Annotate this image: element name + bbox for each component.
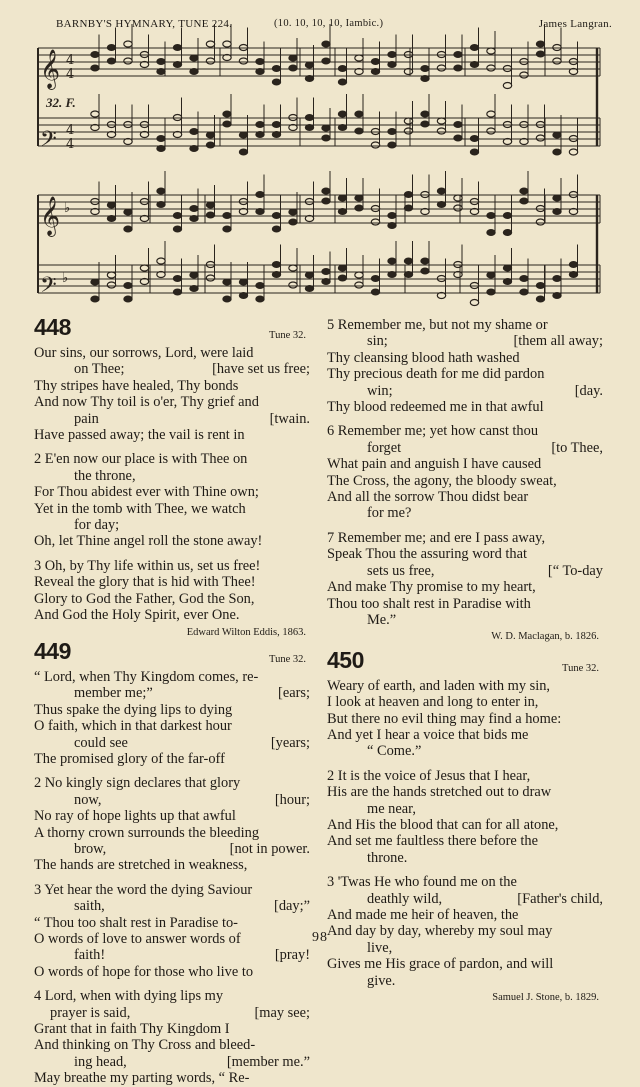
- verse-line: [327, 579, 603, 595]
- svg-text:♭: ♭: [64, 201, 71, 216]
- stanza-gap: [34, 767, 310, 775]
- stanza: [34, 775, 310, 873]
- verse-line: [34, 1037, 310, 1053]
- verse-text: deathly wild,: [367, 890, 443, 907]
- verse-bracket: [pray!: [274, 947, 310, 964]
- verse-text: win;: [367, 382, 393, 399]
- verse-text: brow,: [74, 840, 107, 857]
- verse-text: ing head,: [74, 1053, 127, 1070]
- verse-text: on Thee;: [74, 361, 125, 378]
- verse-text: Thy precious death for me did pardon: [327, 366, 545, 383]
- verse-text: Thy cleansing blood hath washed: [327, 349, 520, 366]
- verse-line: [34, 669, 310, 685]
- verse-line: [34, 947, 310, 963]
- verse-text: 7 Remember me; and ere I pass away,: [327, 529, 546, 546]
- verse-text: pain: [74, 410, 99, 427]
- svg-text:4: 4: [66, 137, 75, 152]
- hymn-author: W. D. Maclagan, b. 1826.: [491, 631, 599, 643]
- verse-line: [34, 718, 310, 734]
- verse-bracket: [may see;: [254, 1004, 310, 1021]
- verse-text: Yet in the tomb with Thee, we watch: [34, 500, 246, 517]
- hymnary-title: BARNBY'S HYMNARY, TUNE 224.: [56, 18, 233, 30]
- verse-text: A thorny crown surrounds the bleeding: [34, 824, 260, 841]
- svg-text:4: 4: [66, 67, 75, 82]
- meter: (10. 10, 10, 10, Iambic.): [274, 18, 384, 29]
- tune-ref: Tune 32.: [562, 662, 599, 674]
- verse-line: [327, 743, 603, 759]
- verse-line: [327, 563, 603, 579]
- stanza-gap: [34, 874, 310, 882]
- verse-text: Thou too shalt rest in Paradise with: [327, 595, 531, 612]
- verse-text: now,: [74, 791, 102, 808]
- verse-line: [327, 727, 603, 743]
- verse-text: Me.”: [367, 611, 397, 628]
- verse-bracket: [Father's child,: [517, 890, 603, 907]
- verse-text: And set me faultless there before the: [327, 833, 538, 850]
- svg-text:𝄢: 𝄢: [40, 127, 57, 157]
- verse-text: O words of hope for those who live to: [34, 963, 254, 980]
- verse-line: [34, 451, 310, 467]
- verse-line: [327, 891, 603, 907]
- tune-ref: Tune 32.: [269, 653, 306, 665]
- svg-text:𝄞: 𝄞: [40, 196, 61, 236]
- verse-line: [327, 350, 603, 366]
- stanza-gap: [34, 980, 310, 988]
- verse-line: [34, 361, 310, 377]
- verse-text: I look at heaven and long to enter in,: [327, 694, 539, 711]
- verse-line: [34, 841, 310, 857]
- verse-line: [34, 533, 310, 549]
- verse-text: Thy stripes have healed, Thy bonds: [34, 377, 239, 394]
- tune-ref: Tune 32.: [269, 330, 306, 341]
- verse-text: And made me heir of heaven, the: [327, 907, 519, 923]
- verse-text: Oh, let Thine angel roll the stone away!: [34, 533, 263, 550]
- verse-text: give.: [367, 972, 396, 989]
- verse-bracket: [twain.: [269, 410, 310, 427]
- verse-text: And all the sorrow Thou didst bear: [327, 489, 529, 506]
- verse-text: 4 Lord, when with dying lips my: [34, 988, 224, 1005]
- verse-text: forget: [367, 439, 402, 456]
- verse-text: His are the hands stretched out to draw: [327, 784, 552, 801]
- verse-text: And day by day, whereby my soul may: [327, 923, 553, 940]
- verse-text: Our sins, our sorrows, Lord, were laid: [34, 345, 254, 361]
- verse-line: [327, 423, 603, 439]
- verse-line: [34, 775, 310, 791]
- verse-text: 2 E'en now our place is with Thee on: [34, 451, 248, 468]
- verse-text: Grant that in faith Thy Kingdom I: [34, 1021, 230, 1038]
- verse-line: [34, 574, 310, 590]
- verse-line: [34, 988, 310, 1004]
- verse-line: [34, 735, 310, 751]
- verse-text: prayer is said,: [50, 1004, 131, 1021]
- verse-bracket: [to Thee,: [551, 439, 603, 456]
- verse-line: [327, 907, 603, 923]
- verse-line: [34, 558, 310, 574]
- hymn-author: Edward Wilton Eddis, 1863.: [186, 626, 306, 638]
- verse-line: [327, 694, 603, 710]
- verse-line: [34, 468, 310, 484]
- verse-line: [34, 484, 310, 500]
- verse-text: But there no evil thing may find a home:: [327, 710, 562, 727]
- verse-line: [327, 612, 603, 628]
- verse-line: [327, 817, 603, 833]
- verse-text: the throne,: [74, 467, 136, 484]
- composer: James Langran.: [538, 18, 612, 30]
- verse-text: The promised glory of the far-off: [34, 750, 225, 767]
- verse-line: [327, 850, 603, 866]
- verse-text: Have passed away; the vail is rent in: [34, 427, 245, 444]
- verse-bracket: [not in power.: [229, 840, 310, 857]
- verse-text: The hands are stretched in weakness,: [34, 857, 248, 874]
- verse-line: [34, 411, 310, 427]
- verse-text: Thy blood redeemed me in that awful: [327, 399, 544, 416]
- stanza: [327, 678, 603, 760]
- verse-line: [327, 784, 603, 800]
- verse-line: [327, 874, 603, 890]
- verse-line: [327, 383, 603, 399]
- stanza-gap: [327, 522, 603, 530]
- verse-line: [34, 1054, 310, 1070]
- verse-text: Reveal the glory that is hid with Thee!: [34, 574, 256, 591]
- verse-text: No ray of hope lights up that awful: [34, 808, 236, 825]
- verse-text: 6 Remember me; yet how canst thou: [327, 423, 539, 440]
- verse-text: 3 Yet hear the word the dying Saviour: [34, 881, 253, 898]
- verse-text: member me;”: [74, 685, 153, 702]
- verse-line: [34, 378, 310, 394]
- hymn-number: 450: [327, 646, 364, 673]
- stanza-gap: [327, 760, 603, 768]
- verse-line: [327, 801, 603, 817]
- verse-text: for me?: [367, 505, 412, 522]
- verse-text: 2 It is the voice of Jesus that I hear,: [327, 767, 531, 784]
- hymn-number: 448: [34, 314, 71, 340]
- verse-line: [327, 399, 603, 415]
- verse-line: [34, 825, 310, 841]
- verse-text: And now Thy toil is o'er, Thy grief and: [34, 394, 259, 411]
- verse-line: [327, 440, 603, 456]
- verse-line: [34, 1021, 310, 1037]
- verse-text: What pain and anguish I have caused: [327, 456, 542, 473]
- stanza: [34, 345, 310, 443]
- svg-text:♭: ♭: [62, 271, 69, 286]
- stanza: [327, 768, 603, 866]
- verse-text: sin;: [367, 333, 388, 350]
- verse-text: live,: [367, 939, 393, 956]
- verse-text: “ Lord, when Thy Kingdom comes, re-: [34, 668, 259, 685]
- verse-line: [34, 1070, 310, 1086]
- verse-line: [34, 857, 310, 873]
- verse-line: [327, 333, 603, 349]
- stanza-gap: [34, 443, 310, 451]
- verse-text: Speak Thou the assuring word that: [327, 546, 527, 563]
- verse-line: [327, 833, 603, 849]
- stanza: [34, 669, 310, 767]
- verse-text: 5 Remember me, but not my shame or: [327, 317, 548, 333]
- verse-line: [34, 808, 310, 824]
- verse-line: [34, 702, 310, 718]
- verse-line: [327, 473, 603, 489]
- verse-bracket: [day;”: [274, 898, 310, 915]
- svg-text:𝄞: 𝄞: [40, 49, 61, 89]
- verse-text: could see: [74, 734, 128, 751]
- verse-text: sets us free,: [367, 562, 435, 579]
- stanza: [34, 451, 310, 549]
- verse-bracket: [“ To-day: [547, 562, 603, 579]
- stanza: [34, 988, 310, 1086]
- svg-text:4: 4: [66, 53, 75, 68]
- svg-text:𝄢: 𝄢: [40, 273, 57, 303]
- verse-text: “ Thou too shalt rest in Paradise to-: [34, 914, 238, 931]
- verse-text: 2 No kingly sign declares that glory: [34, 775, 241, 792]
- verse-line: [34, 685, 310, 701]
- verse-text: for day;: [74, 517, 120, 534]
- verse-line: [34, 501, 310, 517]
- verse-line: [327, 973, 603, 989]
- hymn-header: [34, 637, 310, 669]
- verse-text: And thinking on Thy Cross and bleed-: [34, 1037, 256, 1054]
- hymn-header: [327, 646, 603, 678]
- verse-line: [327, 678, 603, 694]
- hymn-header: [34, 314, 310, 345]
- page-number: 98: [312, 930, 328, 945]
- verse-line: [34, 882, 310, 898]
- left-column: [34, 314, 310, 1087]
- verse-line: [34, 915, 310, 931]
- verse-text: For Thou abidest ever with Thine own;: [34, 484, 259, 501]
- verse-text: And make Thy promise to my heart,: [327, 579, 536, 596]
- stanza-gap: [34, 550, 310, 558]
- verse-text: throne.: [367, 849, 408, 866]
- verse-line: [327, 546, 603, 562]
- verse-line: [34, 1005, 310, 1021]
- stanza-gap: [327, 415, 603, 423]
- verse-line: [34, 751, 310, 767]
- stanza-gap: [327, 866, 603, 874]
- verse-line: [327, 530, 603, 546]
- verse-line: [34, 517, 310, 533]
- verse-bracket: [day.: [574, 382, 603, 399]
- verse-line: [34, 394, 310, 410]
- verse-text: Glory to God the Father, God the Son,: [34, 590, 255, 607]
- tune-label: 32. F.: [46, 95, 76, 110]
- verse-bracket: [have set us free;: [212, 361, 310, 378]
- verse-text: And God the Holy Spirit, ever One.: [34, 607, 240, 624]
- verse-text: O faith, which in that darkest hour: [34, 718, 232, 735]
- verse-line: [34, 591, 310, 607]
- stanza: [327, 317, 603, 415]
- verse-text: And His the blood that can for all atone,: [327, 816, 559, 833]
- verse-text: “ Come.”: [367, 743, 422, 760]
- verse-line: [327, 956, 603, 972]
- stanza: [327, 423, 603, 521]
- hymn-author: Samuel J. Stone, b. 1829.: [492, 992, 599, 1004]
- verse-line: [34, 427, 310, 443]
- stanza: [34, 558, 310, 624]
- verse-line: [327, 711, 603, 727]
- verse-line: [327, 456, 603, 472]
- verse-bracket: [years;: [270, 734, 310, 751]
- verse-bracket: [them all away;: [513, 333, 603, 350]
- verse-line: [34, 964, 310, 980]
- stanza: [327, 530, 603, 628]
- verse-line: [327, 768, 603, 784]
- verse-text: Gives me His grace of pardon, and will: [327, 956, 554, 973]
- verse-text: 3 'Twas He who found me on the: [327, 874, 517, 891]
- verse-line: [327, 596, 603, 612]
- hymn-number: 449: [34, 637, 71, 664]
- verse-bracket: [ears;: [278, 685, 310, 702]
- verse-text: And yet I hear a voice that bids me: [327, 726, 529, 743]
- verse-line: [327, 489, 603, 505]
- verse-line: [34, 345, 310, 361]
- verse-text: May breathe my parting words, “ Re-: [34, 1070, 250, 1087]
- verse-line: [327, 317, 603, 333]
- verse-line: [34, 898, 310, 914]
- verse-line: [327, 505, 603, 521]
- verse-text: 3 Oh, by Thy life within us, set us free!: [34, 557, 261, 574]
- verse-text: Thus spake the dying lips to dying: [34, 701, 233, 718]
- verse-line: [34, 792, 310, 808]
- music-score: [0, 0, 640, 320]
- verse-line: [327, 366, 603, 382]
- verse-text: Weary of earth, and laden with my sin,: [327, 677, 551, 694]
- verse-text: saith,: [74, 898, 105, 915]
- verse-text: The Cross, the agony, the bloody sweat,: [327, 472, 557, 489]
- svg-text:4: 4: [66, 123, 75, 138]
- verse-text: faith!: [74, 947, 106, 964]
- verse-bracket: [hour;: [274, 791, 310, 808]
- verse-line: [34, 607, 310, 623]
- right-column: [327, 317, 603, 1006]
- verse-text: me near,: [367, 800, 416, 817]
- verse-bracket: [member me.”: [226, 1053, 310, 1070]
- verse-text: O words of love to answer words of: [34, 931, 241, 947]
